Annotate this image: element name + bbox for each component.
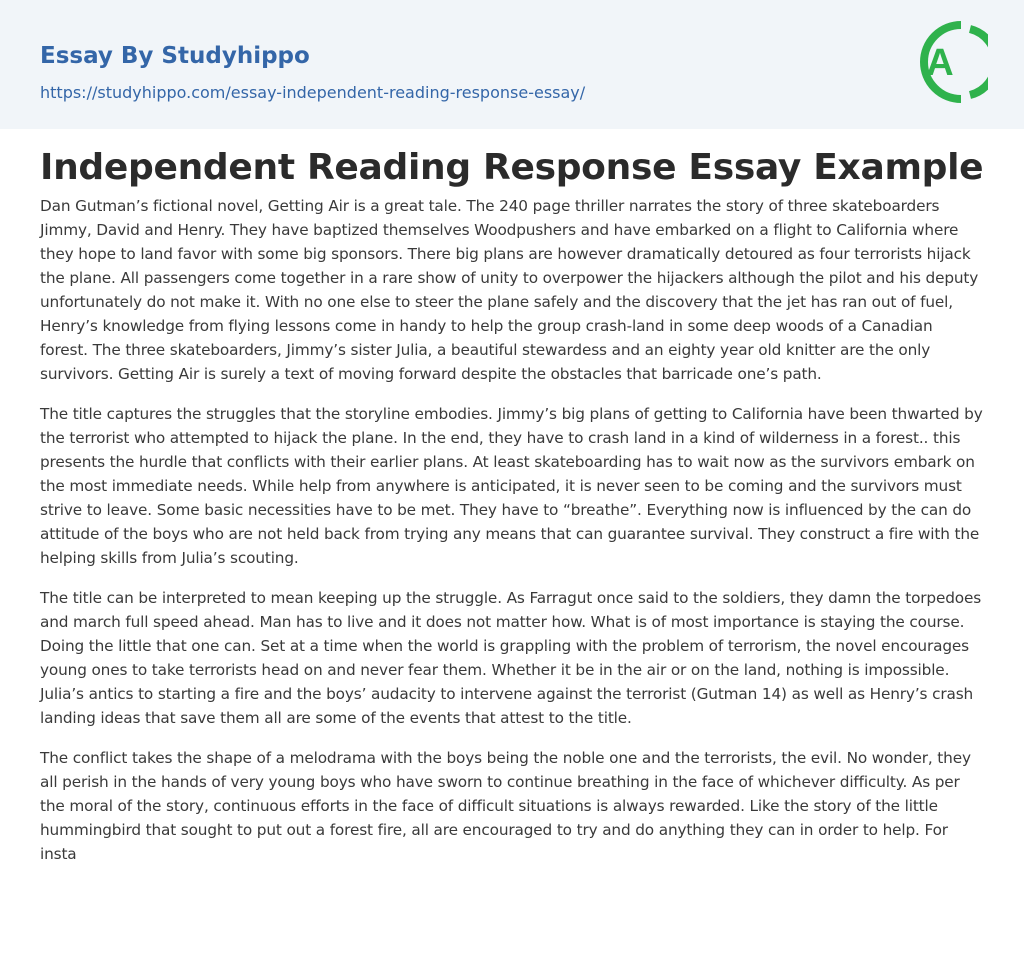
site-name[interactable]: Essay By Studyhippo (40, 43, 310, 69)
article-paragraph: The conflict takes the shape of a melodrama with the boys being the noble one and the terrorists, the evil. No wonder, they all perish in the hands of very young boys who have sworn to continue breathing in the face of whichever difficulty. As per the moral of the story, continuous efforts in the face of difficult situations is always rewarded. Like the story of the little hummingbird that sought to put out a forest fire, all are encouraged to try and do anything they can in order to help. For insta (40, 749, 971, 863)
site-header (0, 0, 1024, 129)
article-paragraph: The title can be interpreted to mean keeping up the struggle. As Farragut once said to the soldiers, they damn the torpedoes and march full speed ahead. Man has to live and it does not matter how. What is of most importance is staying the course. Doing the little that one can. Set at a time when the world is grappling with the problem of terrorism, the novel encourages young ones to take terrorists head on and never fear them. Whether it be in the air or on the land, nothing is impossible. Julia’s antics to starting a fire and the boys’ audacity to intervene against the terrorist (Gutman 14) as well as Henry’s crash landing ideas that save them all are some of the events that attest to the title. (40, 589, 982, 727)
article-paragraph: The title captures the struggles that the storyline embodies. Jimmy’s big plans of getting to California have been thwarted by the terrorist who attempted to hijack the plane. In the end, they have to crash land in a kind of wilderness in a forest.. this presents the hurdle that conflicts with their earlier plans. At least skateboarding has to wait now as the survivors embark on the most immediate needs. While help from anywhere is anticipated, it is never seen to be coming and the survivors must strive to leave. Some basic necessities have to be met. They have to “breathe”. Everything now is influenced by the can do attitude of the boys who are not held back from trying any means that can guarantee survival. They construct a fire with the helping skills from Julia’s scouting. (40, 405, 983, 567)
logo-letter: A (926, 42, 954, 84)
page-title: Independent Reading Response Essay Example (40, 147, 984, 188)
article (0, 146, 1024, 866)
page-url-link[interactable]: https://studyhippo.com/essay-independent-reading-response-essay/ (40, 83, 586, 102)
article-paragraph: Dan Gutman’s fictional novel, Getting Air is a great tale. The 240 page thriller narrates the story of three skateboarders Jimmy, David and Henry. They have baptized themselves Woodpushers and have embarked on a flight to California where they hope to land favor with some big sponsors. There big plans are however dramatically detoured as four terrorists hijack the plane. All passengers come together in a rare show of unity to overpower the hijackers although the pilot and his deputy unfortunately do not make it. With no one else to steer the plane safely and the discovery that the jet has ran out of fuel, Henry’s knowledge from flying lessons come in handy to help the group crash-land in some deep woods of a Canadian forest. The three skateboarders, Jimmy’s sister Julia, a beautiful stewardess and an eighty year old knitter are the only survivors. Getting Air is surely a text of moving forward despite the obstacles that barricade one’s path. (40, 197, 979, 383)
studyhippo-logo-icon[interactable] (912, 19, 988, 105)
